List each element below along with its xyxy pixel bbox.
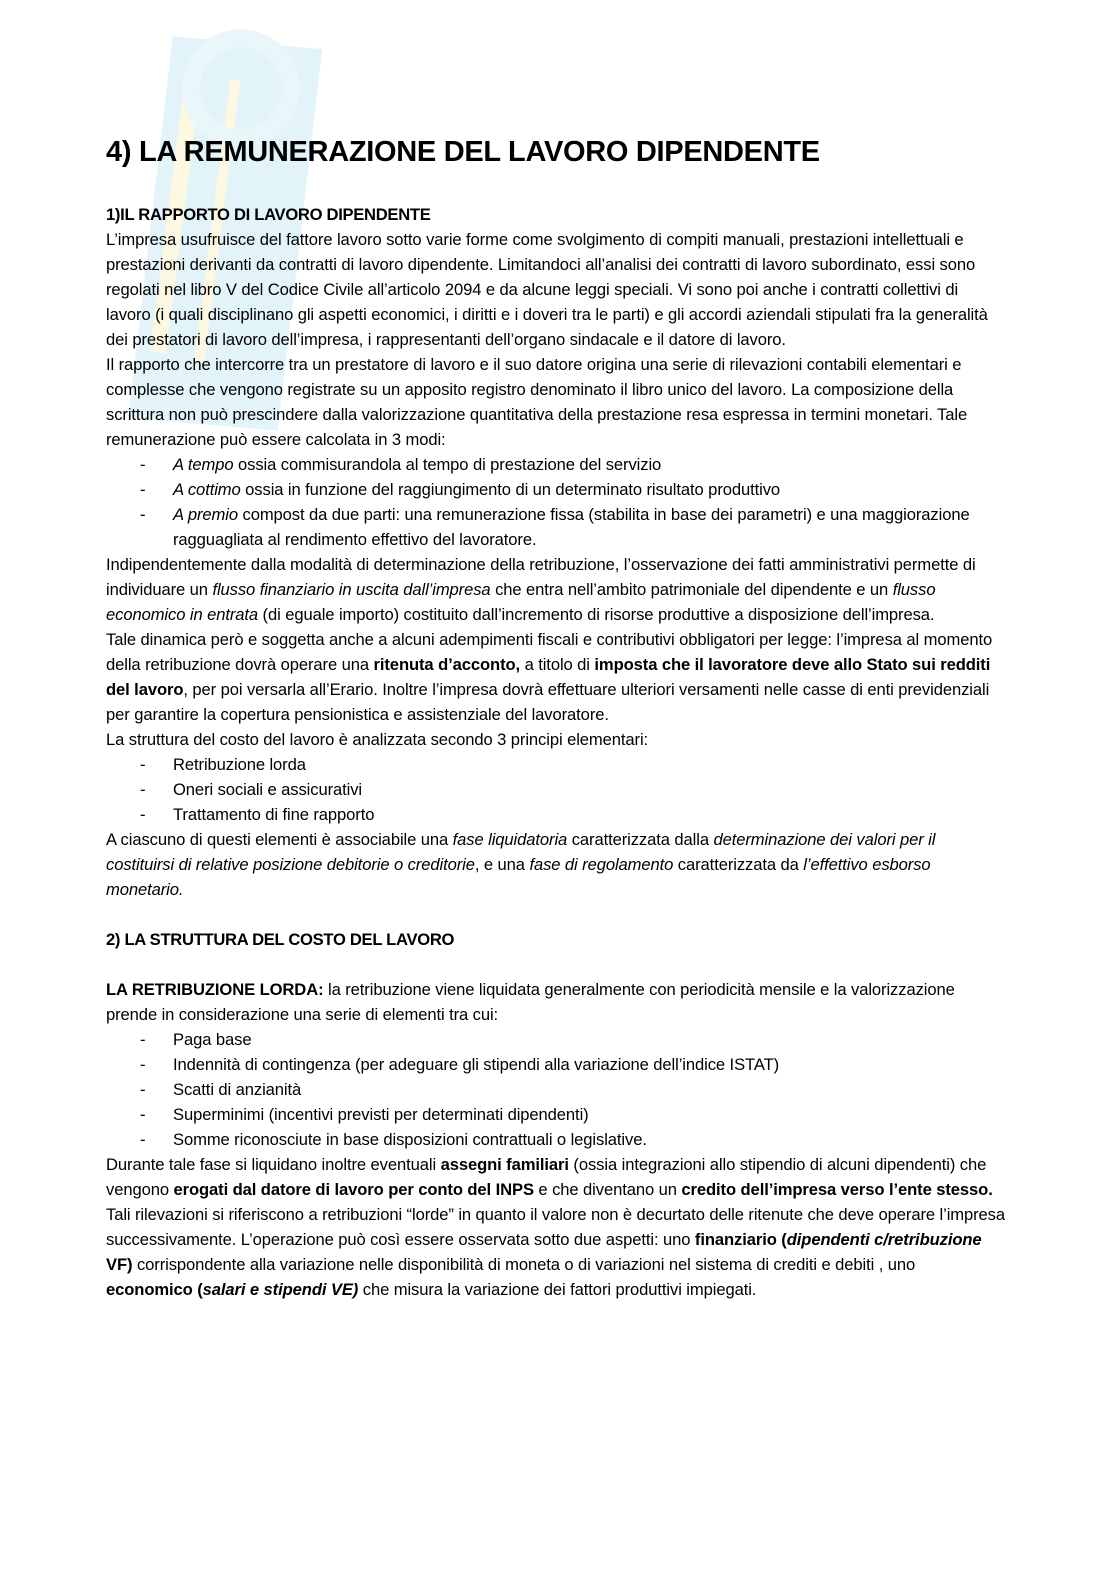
paragraph: Tale dinamica però e soggetta anche a alcuni adempimenti fiscali e contributivi obbligatori per legge: l’impresa al momento della retribuzione dovrà operare una ritenuta d’acconto, a titolo di imposta che il lavoratore deve allo Stato sui redditi del lavoro, per poi versarla all’Erario. Inoltre l’impresa dovrà effettuare ulteriori versamenti nelle casse di enti previdenziali per garantire la copertura pensionistica e assistenziale del lavoratore. — [106, 630, 993, 724]
list-item: - A tempo ossia commisurandola al tempo di prestazione del servizio — [106, 452, 1006, 477]
paragraph: L’impresa usufruisce del fattore lavoro sotto varie forme come svolgimento di compiti manuali, prestazioni intellettuali e prestazioni derivanti da contratti di lavoro dipendente. Limitandoci all’analisi dei contratti di lavoro subordinato, essi sono regolati nel libro V del Codice Civile all’articolo 2094 e da alcune leggi speciali. Vi sono poi anche i contratti collettivi di lavoro (i quali disciplinano gli aspetti economici, i diritti e i doveri tra le parti) e gli accordi aziendali stipulati fra la generalità dei prestatori di lavoro dell’impresa, i rappresentanti dell’organo sindacale e il datore di lavoro. — [106, 230, 988, 349]
paragraph: Durante tale fase si liquidano inoltre eventuali assegni familiari (ossia integrazioni allo stipendio di alcuni dipendenti) che vengono erogati dal datore di lavoro per conto del INPS e che diventano un credito dell’impresa verso l’ente stesso. — [106, 1155, 993, 1199]
paragraph: Il rapporto che intercorre tra un prestatore di lavoro e il suo datore origina una serie di rilevazioni contabili elementari e complesse che vengono registrate su un apposito registro denominato il libro unico del lavoro. La composizione della scrittura non può prescindere dalla valorizzazione quantitativa della prestazione resa espressa in termini monetari. Tale remunerazione può essere calcolata in 3 modi: — [106, 355, 968, 449]
list-item: - Paga base — [106, 1027, 1006, 1052]
list-item: - Indennità di contingenza (per adeguare gli stipendi alla variazione dell’indice ISTAT) — [106, 1052, 1006, 1077]
principles-list — [106, 752, 1006, 827]
page-title: 4) LA REMUNERAZIONE DEL LAVORO DIPENDENTE — [106, 136, 820, 168]
paragraph: A ciascuno di questi elementi è associabile una fase liquidatoria caratterizzata dalla determinazione dei valori per il costituirsi di relative posizione debitorie o creditorie, e una fase di regolamento caratterizzata da l’effettivo esborso monetario. — [106, 830, 936, 899]
salary-elements-list — [106, 1027, 1006, 1152]
list-item: - Superminimi (incentivi previsti per determinati dipendenti) — [106, 1102, 1006, 1127]
list-item: - A cottimo ossia in funzione del raggiungimento di un determinato risultato produttivo — [106, 477, 1006, 502]
list-item: - Trattamento di fine rapporto — [106, 802, 1006, 827]
paragraph: La struttura del costo del lavoro è analizzata secondo 3 principi elementari: — [106, 730, 649, 749]
paragraph: LA RETRIBUZIONE LORDA: la retribuzione viene liquidata generalmente con periodicità mensile e la valorizzazione prende in considerazione una serie di elementi tra cui: — [106, 980, 955, 1024]
document-page — [106, 136, 1006, 1302]
list-item: - Oneri sociali e assicurativi — [106, 777, 1006, 802]
paragraph: Indipendentemente dalla modalità di determinazione della retribuzione, l’osservazione dei fatti amministrativi permette di individuare un flusso finanziario in uscita dall’impresa che entra nell’ambito patrimoniale del dipendente e un flusso economico in entrata (di eguale importo) costituito dall’incremento di risorse produttive a disposizione dell’impresa. — [106, 555, 976, 624]
section-heading-2: 2) LA STRUTTURA DEL COSTO DEL LAVORO — [106, 930, 455, 949]
list-item: - Scatti di anzianità — [106, 1077, 1006, 1102]
list-item: - Somme riconosciute in base disposizioni contrattuali o legislative. — [106, 1127, 1006, 1152]
section-heading-1: 1)IL RAPPORTO DI LAVORO DIPENDENTE — [106, 205, 431, 224]
list-item: - A premio compost da due parti: una remunerazione fissa (stabilita in base dei parametri) e una maggiorazione ragguagliata al rendimento effettivo del lavoratore. — [106, 502, 1006, 552]
remuneration-modes-list — [106, 452, 1006, 552]
paragraph: Tali rilevazioni si riferiscono a retribuzioni “lorde” in quanto il valore non è decurtato delle ritenute che deve operare l’impresa successivamente. L’operazione può così essere osservata sotto due aspetti: uno finanziario (dipendenti c/retribuzione VF) corrispondente alla variazione nelle disponibilità di moneta o di variazioni nel sistema di crediti e debiti , uno economico (salari e stipendi VE) che misura la variazione dei fattori produttivi impiegati. — [106, 1205, 1006, 1299]
list-item: - Retribuzione lorda — [106, 752, 1006, 777]
